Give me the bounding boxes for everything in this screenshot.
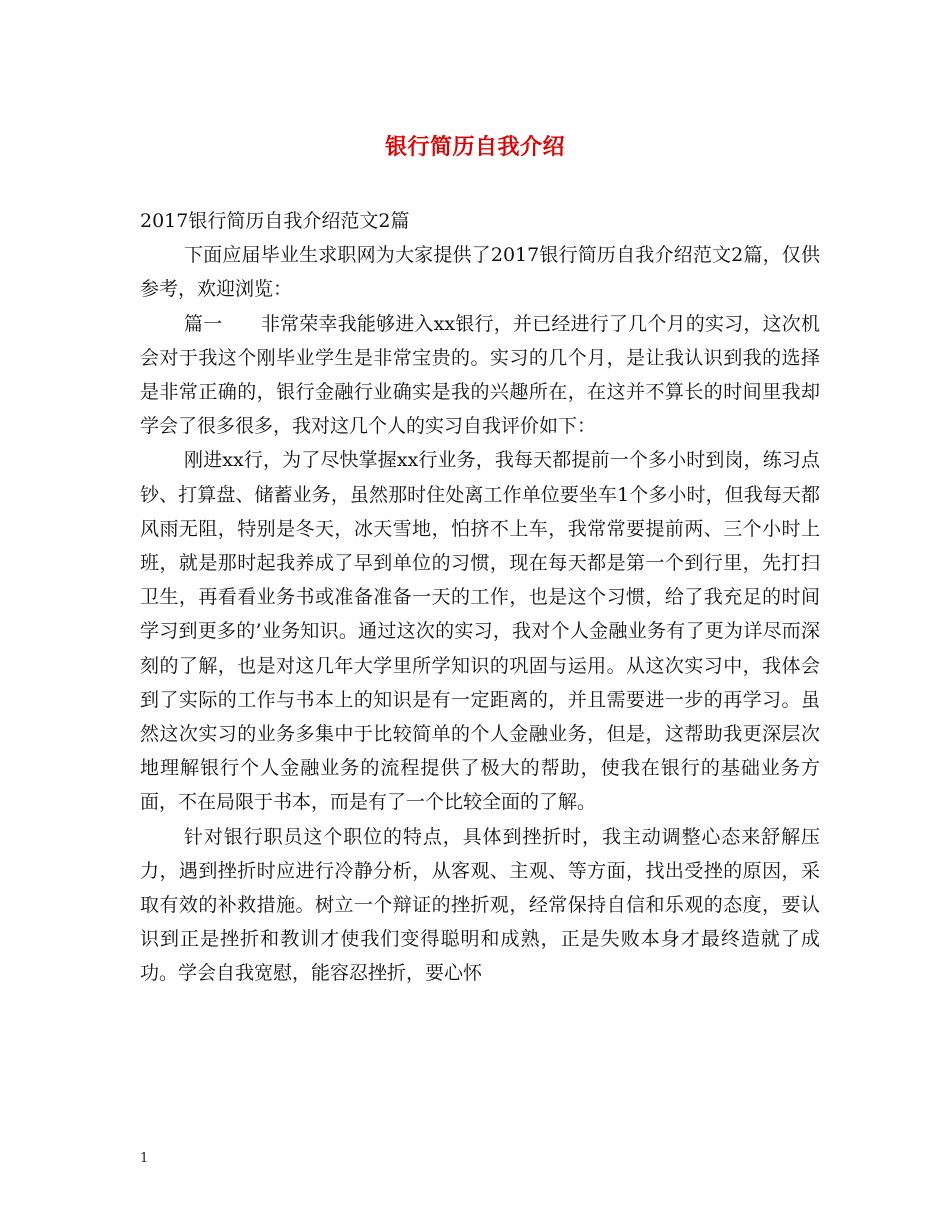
body-paragraph: 针对银行职员这个职位的特点，具体到挫折时，我主动调整心态来舒解压力，遇到挫折时应进行冷静分析，从客观、主观、等方面，找出受挫的原因，采取有效的补救措施。树立一个辩证的挫折观，经常保持自信和乐观的态度，要认识到正是挫折和教训才使我们变得聪明和成熟，正是失败本身才最终造就了成功。学会自我宽慰，能容忍挫折，要心怀 bbox=[140, 825, 820, 985]
section-one-paragraph: 篇一 非常荣幸我能够进入xx银行，并已经进行了几个月的实习，这次机会对于我这个刚毕业学生是非常宝贵的。实习的几个月，是让我认识到我的选择是非常正确的，银行金融行业确实是我的兴趣所在，在这并不算长的时间里我却学会了很多很多，我对这几个人的实习自我评价如下： bbox=[140, 312, 820, 438]
document-title: 银行简历自我介绍 bbox=[384, 134, 565, 160]
body-paragraph: 刚进xx行，为了尽快掌握xx行业务，我每天都提前一个多小时到岗，练习点钞、打算盘、储蓄业务，虽然那时住处离工作单位要坐车1个多小时，但我每天都风雨无阻，特别是冬天，冰天雪地，怕挤不上车，我常常要提前两、三个小时上班，就是那时起我养成了早到单位的习惯，现在每天都是第一个到行里，先打扫卫生，再看看业务书或准备准备一天的工作，也是这个习惯，给了我充足的时间学习到更多的’业务知识。通过这次的实习，我对个人金融业务有了更为详尽而深刻的了解，也是对这几年大学里所学知识的巩固与运用。从这次实习中，我体会到了实际的工作与书本上的知识是有一定距离的，并且需要进一步的再学习。虽然这次实习的业务多集中于比较简单的个人金融业务，但是，这帮助我更深层次地理解银行个人金融业务的流程提供了极大的帮助，使我在银行的基础业务方面，不在局限于书本，而是有了一个比较全面的了解。 bbox=[140, 449, 820, 814]
document-subtitle: 2017银行简历自我介绍范文2篇 bbox=[140, 210, 410, 232]
page-number: 1 bbox=[140, 1151, 149, 1166]
document-body bbox=[140, 204, 820, 991]
intro-paragraph: 下面应届毕业生求职网为大家提供了2017银行简历自我介绍范文2篇，仅供参考，欢迎浏览： bbox=[140, 244, 820, 301]
